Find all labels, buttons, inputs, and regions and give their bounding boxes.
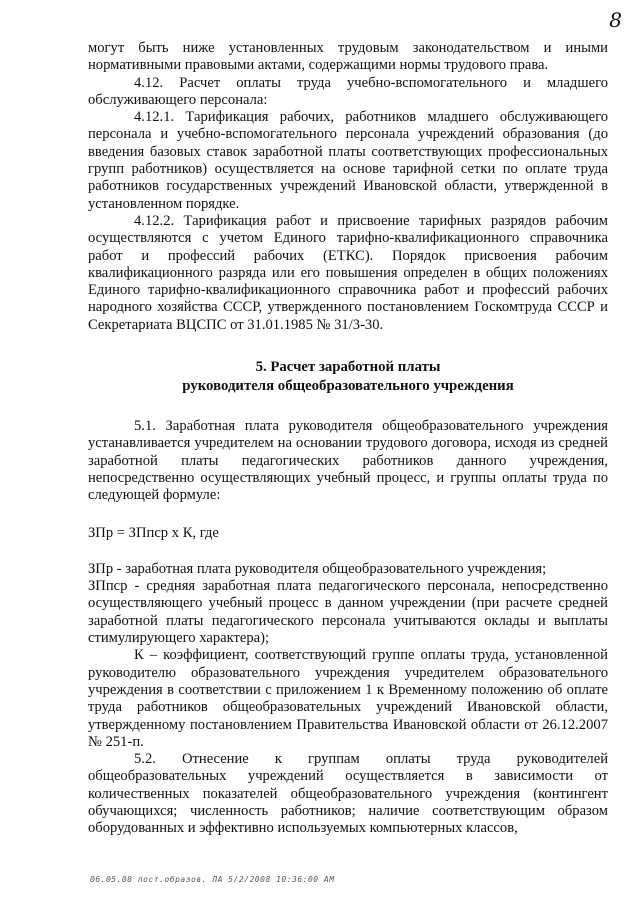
section-heading-line-1: 5. Расчет заработной платы [255,359,441,376]
definition-zppsr: ЗПпср - средняя заработная плата педагогического персонала, непосредственно осуществляющего учебный процесс в данном учреждении (при расчете средней заработной платы педагогического персонала учитываются оклады и выплаты стимулирующего характера); [88,578,608,647]
paragraph-5-2: 5.2. Отнесение к группам оплаты труда руководителей общеобразовательных учреждений осуществляется в зависимости от количественных показателей общеобразовательного учреждения (контингент обучающихся; численность работников; наличие соответствующим образом оборудованных и эффективно используемых компьютерных классов, [88,751,608,837]
paragraph-4-12-2: 4.12.2. Тарификация работ и присвоение тарифных разрядов рабочим осуществляются с учетом Единого тарифно-квалификационного справочника работ и профессий рабочих (ЕТКС). Порядок присвоения рабочим квалификационного разряда или его повышения определен в общих положениях Единого тарифно-квалификационного справочника работ и профессий рабочих народного хозяйства СССР, утвержденного постановлением Госкомтруда СССР и Секретариата ВЦСПС от 31.01.1985 № 31/3-30. [88,212,608,333]
print-footer: 06.05.08 пост.образов. ЛА 5/2/2008 10:36:00 AM [90,875,335,884]
page-number: 8 [609,8,622,32]
definition-k: К – коэффициент, соответствующий группе оплаты труда, установленной руководителю образовательного учреждения учредителем образовательного учреждения в соответствии с приложением 1 к Временному положению об оплате труда работников общеобразовательных учреждений Ивановской области, утвержденному постановлением Правительства Ивановской области от 26.12.2007 № 251-п. [88,647,608,750]
definition-zpr: ЗПр - заработная плата руководителя общеобразовательного учреждения; [88,560,547,577]
paragraph-continuation: могут быть ниже установленных трудовым законодательством и иными нормативными правовыми актами, содержащими нормы трудового права. [88,40,608,74]
section-heading [88,358,608,396]
paragraph-4-12: 4.12. Расчет оплаты труда учебно-вспомогательного и младшего обслуживающего персонала: [88,74,608,108]
formula: ЗПр = ЗПпср х К, где [88,524,219,541]
paragraph-5-1: 5.1. Заработная плата руководителя общеобразовательного учреждения устанавливается учредителем на основании трудового договора, исходя из средней заработной платы педагогических работников данного учреждения, непосредственно осуществляющих учебный процесс, и группы оплаты труда по следующей формуле: [88,418,608,504]
paragraph-4-12-1: 4.12.1. Тарификация рабочих, работников младшего обслуживающего персонала и учебно-вспомогательного персонала учреждений образования (до введения базовых ставок заработной платы соответствующих профессиональных групп работников) осуществляется на основе тарифной сетки по оплате труда работников государственных учреждений Ивановской области, утвержденной в установленном порядке. [88,109,608,212]
section-heading-line-2: руководителя общеобразовательного учреждения [182,378,514,395]
document-body [88,40,608,838]
